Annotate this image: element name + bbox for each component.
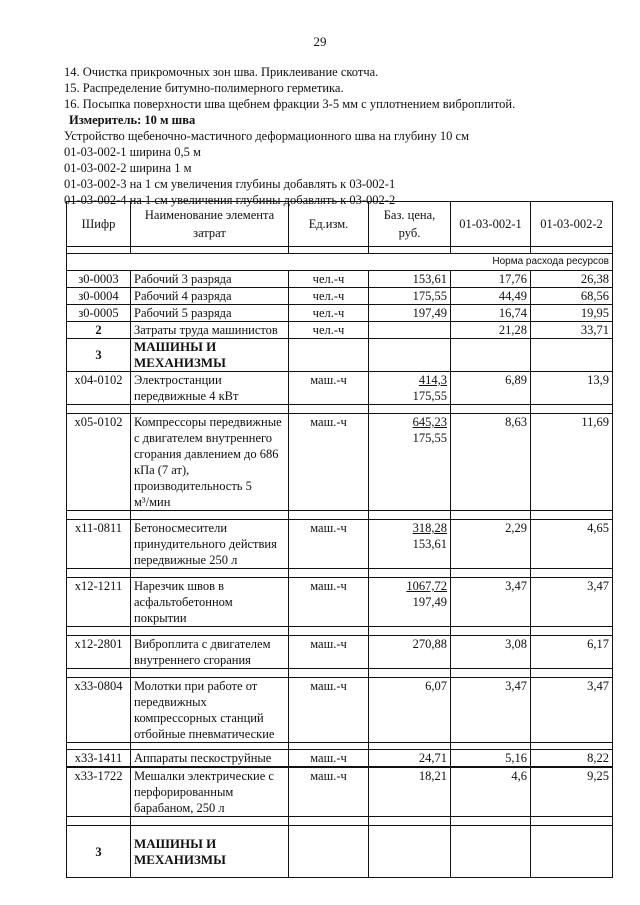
cell-v1: 5,16: [451, 750, 531, 767]
cell-code: 2: [67, 322, 131, 339]
header-code: Шифр: [67, 202, 131, 247]
cell-price: [369, 578, 451, 627]
price-value: 1067,72: [406, 579, 447, 593]
price-sub-value: 175,55: [412, 389, 447, 403]
machine-rows: [67, 372, 613, 826]
description-line: 01-03-002-4 на 1 см увеличения глубины добавлять к 03-002-2: [64, 193, 396, 207]
cell-name-line: Электростанции: [134, 373, 222, 387]
cell-price: [369, 636, 451, 669]
cell-v2: 13,9: [531, 372, 613, 405]
header-price: Баз. цена, руб.: [369, 202, 451, 247]
cell-name-line: принудительного действия: [134, 537, 277, 551]
cell-name-line: Бетоносмесители: [134, 521, 228, 535]
cell-code: з0-0003: [67, 271, 131, 288]
intro-line: 15. Распределение битумно-полимерного герметика.: [64, 81, 344, 95]
cell-name-line: кПа (7 ат),: [134, 463, 190, 477]
section-code: 3: [67, 339, 131, 372]
cell-name: [131, 578, 289, 627]
cell-code: х33-0804: [67, 678, 131, 743]
norm-label: Норма расхода ресурсов: [67, 254, 613, 271]
cell-v1: 3,47: [451, 578, 531, 627]
cell-name-line: асфальтобетонном: [134, 595, 233, 609]
cell-v1: 3,08: [451, 636, 531, 669]
cell-v2: 11,69: [531, 414, 613, 511]
cell-name-line: Нарезчик швов в: [134, 579, 225, 593]
description-line: 01-03-002-2 ширина 1 м: [64, 161, 192, 175]
cell-price: [369, 678, 451, 743]
cell-v2: 68,56: [531, 288, 613, 305]
cell-name-line: м³/мин: [134, 495, 171, 509]
cell-name: [131, 636, 289, 669]
section-header-row: [67, 339, 613, 372]
section-code: 3: [67, 826, 131, 878]
table-row: [67, 288, 613, 305]
price-sub-value: 153,61: [412, 537, 447, 551]
row-spacer: [67, 669, 613, 678]
cell-v2: 8,22: [531, 750, 613, 767]
cell-unit: маш.-ч: [289, 372, 369, 405]
cell-code: х12-2801: [67, 636, 131, 669]
section-title: [131, 339, 289, 372]
section-title-line: МАШИНЫ И: [134, 835, 217, 851]
price-sub-value: 175,55: [412, 431, 447, 445]
blank-row: [67, 247, 613, 254]
cell-unit: маш.-ч: [289, 750, 369, 767]
cell-name-line: перфорированным: [134, 785, 234, 799]
cell-name: [131, 678, 289, 743]
cell-v1: 8,63: [451, 414, 531, 511]
price-value: 645,23: [412, 415, 447, 429]
cell-price: [369, 750, 451, 767]
cell-v1: 2,29: [451, 520, 531, 569]
cell-code: з0-0004: [67, 288, 131, 305]
price-value: 414,3: [418, 373, 447, 387]
cell-v1: 17,76: [451, 271, 531, 288]
cell-unit: маш.-ч: [289, 520, 369, 569]
cell-name-line: Аппараты пескоструйные: [134, 751, 272, 765]
cell-v2: 3,47: [531, 578, 613, 627]
meter-heading: Измеритель: 10 м шва: [69, 113, 196, 127]
cell-unit: чел.-ч: [289, 271, 369, 288]
description-line: Устройство щебеночно-мастичного деформационного шва на глубину 10 см: [64, 129, 470, 143]
cell-v2: 26,38: [531, 271, 613, 288]
cell-name-line: передвижные 250 л: [134, 553, 238, 567]
cell-v1: 3,47: [451, 678, 531, 743]
header-col2: 01-03-002-2: [531, 202, 613, 247]
cell-name: Затраты труда машинистов: [131, 322, 289, 339]
cell-name-line: сгорания давлением до 686: [134, 447, 279, 461]
cell-v2: 3,47: [531, 678, 613, 743]
price-sub-value: 197,49: [412, 595, 447, 609]
norm-row: [67, 254, 613, 271]
cell-name: [131, 520, 289, 569]
table-row: [67, 750, 613, 767]
cell-price: [369, 414, 451, 511]
operators-row: [67, 322, 613, 339]
cell-name-line: производительность 5: [134, 479, 252, 493]
table-row: [67, 372, 613, 405]
cell-v2: 6,17: [531, 636, 613, 669]
price-value: 270,88: [412, 637, 447, 651]
description-line: 01-03-002-3 на 1 см увеличения глубины добавлять к 03-002-1: [64, 177, 396, 191]
table-row: [67, 636, 613, 669]
table-row: [67, 768, 613, 817]
cell-code: х33-1411: [67, 750, 131, 767]
cell-name-line: передвижные 4 кВт: [134, 389, 239, 403]
cell-name-line: Компрессоры передвижные: [134, 415, 282, 429]
cell-unit: чел.-ч: [289, 305, 369, 322]
cell-code: х33-1722: [67, 768, 131, 817]
cell-price: 175,55: [369, 288, 451, 305]
price-value: 318,28: [412, 521, 447, 535]
cell-name-line: с двигателем внутреннего: [134, 431, 273, 445]
table-header-row: [67, 202, 613, 247]
cell-name: Рабочий 5 разряда: [131, 305, 289, 322]
cell-unit: маш.-ч: [289, 578, 369, 627]
table-row: [67, 414, 613, 511]
page-number: 29: [313, 34, 327, 49]
cell-name: Рабочий 4 разряда: [131, 288, 289, 305]
intro-text: [64, 64, 624, 208]
cell-price: 197,49: [369, 305, 451, 322]
cell-name-line: компрессорных станций: [134, 711, 264, 725]
section-title-line: МЕХАНИЗМЫ: [134, 355, 226, 370]
cell-name-line: передвижных: [134, 695, 207, 709]
section-title-line: МЕХАНИЗМЫ: [134, 851, 226, 867]
cell-unit: маш.-ч: [289, 768, 369, 817]
cell-code: х04-0102: [67, 372, 131, 405]
cell-name-line: Мешалки электрические с: [134, 769, 274, 783]
cell-code: х05-0102: [67, 414, 131, 511]
cell-unit: чел.-ч: [289, 288, 369, 305]
cell-v1: 16,74: [451, 305, 531, 322]
cell-code: х11-0811: [67, 520, 131, 569]
cell-name: Рабочий 3 разряда: [131, 271, 289, 288]
cell-code: х12-1211: [67, 578, 131, 627]
section-header-row: [67, 826, 613, 878]
cell-unit: маш.-ч: [289, 636, 369, 669]
table-row: [67, 578, 613, 627]
cell-v2: 9,25: [531, 768, 613, 817]
cell-unit: маш.-ч: [289, 414, 369, 511]
row-spacer: [67, 743, 613, 750]
header-col1: 01-03-002-1: [451, 202, 531, 247]
cell-v1: 21,28: [451, 322, 531, 339]
cell-price: 153,61: [369, 271, 451, 288]
resource-table: [66, 201, 613, 878]
cell-v1: 4,6: [451, 768, 531, 817]
cell-price: [369, 520, 451, 569]
header-unit: Ед.изм.: [289, 202, 369, 247]
cell-price: [369, 372, 451, 405]
cell-name-line: отбойные пневматические: [134, 727, 275, 741]
row-spacer: [67, 405, 613, 414]
cell-name: [131, 414, 289, 511]
cell-price: [369, 768, 451, 817]
cell-name: [131, 750, 289, 767]
cell-name-line: внутреннего сгорания: [134, 653, 251, 667]
cell-code: з0-0005: [67, 305, 131, 322]
cell-name: [131, 372, 289, 405]
intro-line: 14. Очистка прикромочных зон шва. Приклеивание скотча.: [64, 65, 379, 79]
row-spacer: [67, 627, 613, 636]
table-row: [67, 271, 613, 288]
cell-v2: 4,65: [531, 520, 613, 569]
table-row: [67, 678, 613, 743]
row-spacer: [67, 511, 613, 520]
price-value: 18,21: [418, 769, 447, 783]
cell-v1: 6,89: [451, 372, 531, 405]
description-line: 01-03-002-1 ширина 0,5 м: [64, 145, 201, 159]
price-value: 6,07: [425, 679, 447, 693]
price-value: 24,71: [418, 751, 447, 765]
cell-name-line: Виброплита с двигателем: [134, 637, 271, 651]
cell-name-line: покрытии: [134, 611, 187, 625]
row-spacer: [67, 817, 613, 826]
table-row: [67, 520, 613, 569]
cell-v2: 19,95: [531, 305, 613, 322]
section-title: [131, 826, 289, 878]
section-title-line: МАШИНЫ И: [134, 339, 217, 354]
cell-v1: 44,49: [451, 288, 531, 305]
cell-unit: чел.-ч: [289, 322, 369, 339]
intro-line: 16. Посыпка поверхности шва щебнем фракции 3-5 мм с уплотнением виброплитой.: [64, 97, 516, 111]
header-name: Наименование элемента затрат: [131, 202, 289, 247]
cell-name-line: Молотки при работе от: [134, 679, 258, 693]
row-spacer: [67, 569, 613, 578]
cell-price: [369, 322, 451, 339]
cell-unit: маш.-ч: [289, 678, 369, 743]
cell-name: [131, 768, 289, 817]
table-row: [67, 305, 613, 322]
cell-name-line: барабаном, 250 л: [134, 801, 225, 815]
cell-v2: 33,71: [531, 322, 613, 339]
